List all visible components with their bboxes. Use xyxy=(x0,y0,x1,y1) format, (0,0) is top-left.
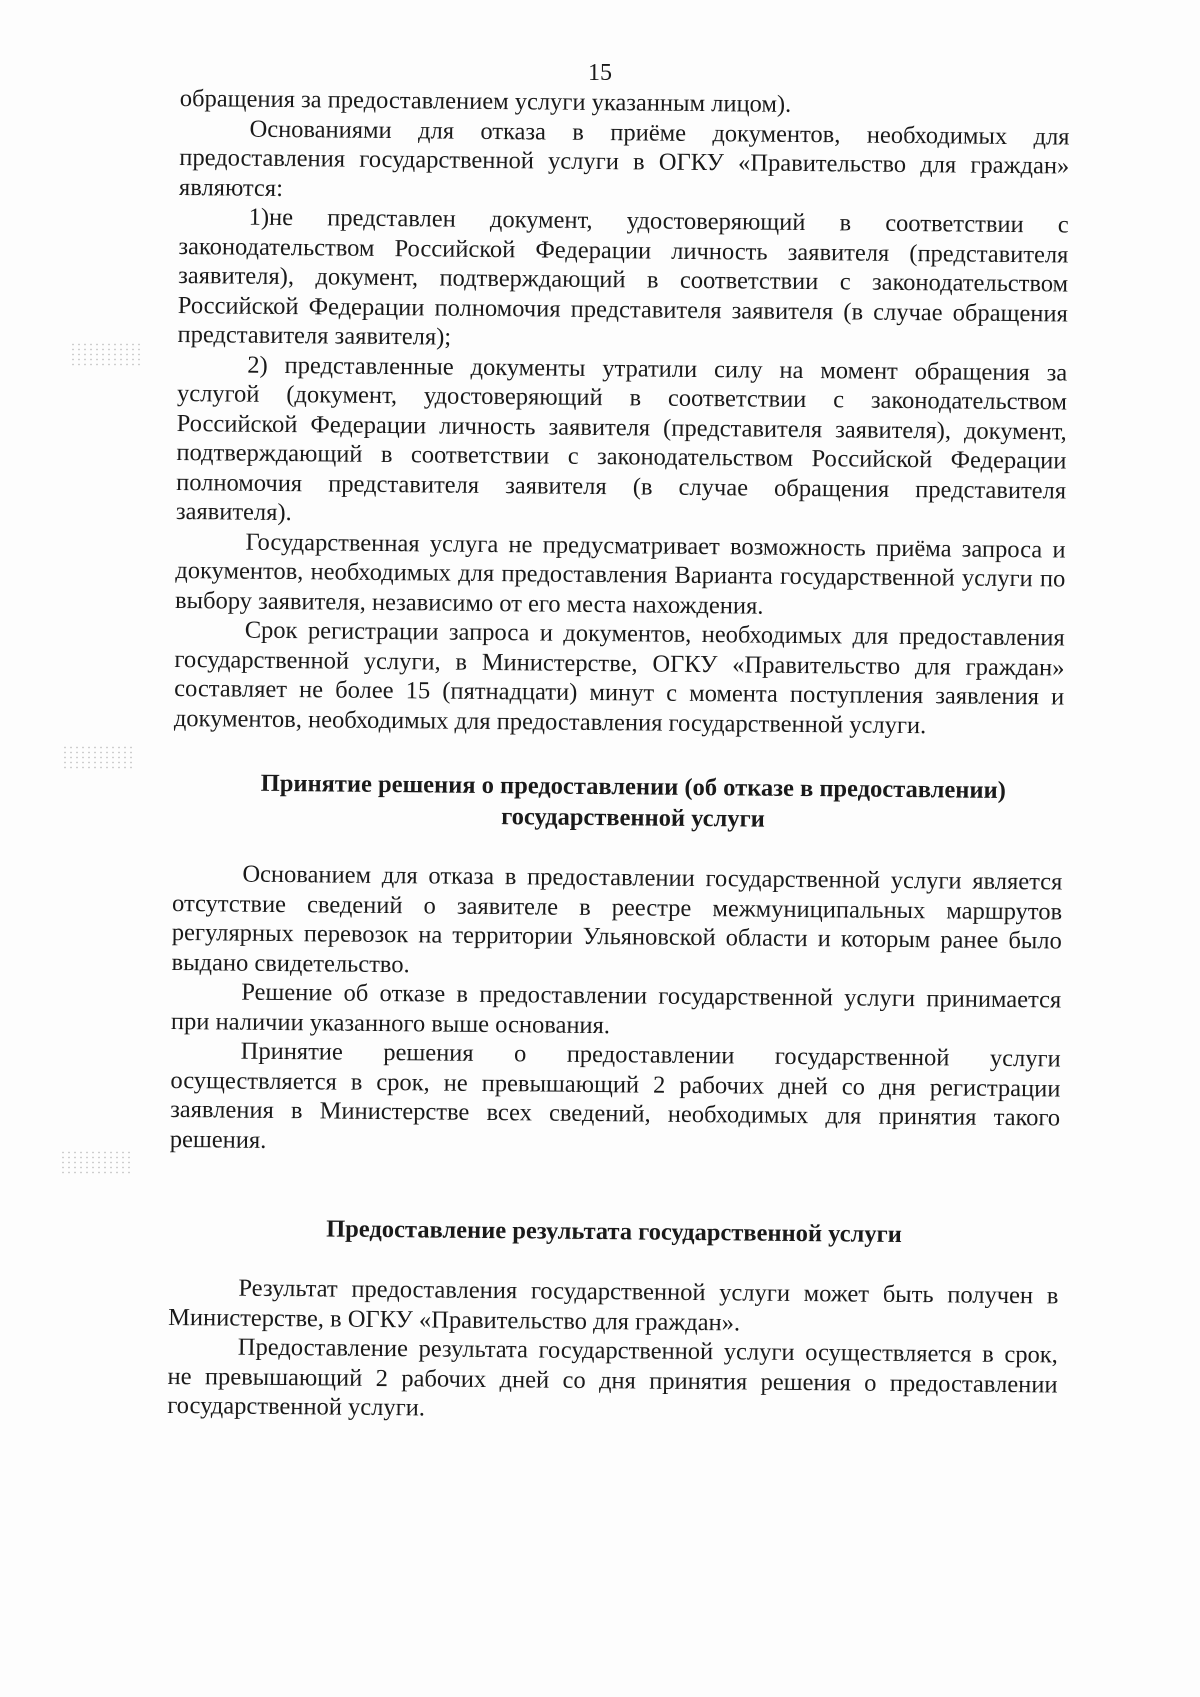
scan-artifact xyxy=(70,342,140,368)
paragraph: Срок регистрации запроса и документов, необходимых для предоставления государственной услуги, в Министерстве, ОГКУ «Правительство для граждан» составляет не более 15 (пятнадцати) минут с момента поступления заявления и документов, необходимых для предоставления государственной услуги. xyxy=(173,616,1065,739)
document-body xyxy=(167,84,1070,1429)
paragraph: Основанием для отказа в предоставлении государственной услуги является отсутствие сведений о заявителе в реестре межмуниципальных маршрутов регулярных перевозок на территории Ульяновской области и которым ранее было выдано свидетельство. xyxy=(171,860,1063,978)
paragraph: Решение об отказе в предоставлении государственной услуги принимается при наличии указанного выше основания. xyxy=(170,978,1062,1039)
paragraph: Основаниями для отказа в приёме документов, необходимых для предоставления государственной услуги в ОГКУ «Правительство для граждан» являются: xyxy=(178,115,1070,202)
paragraph: Предоставление результата государственной услуги осуществляется в срок, не превышающий 2 рабочих дней со дня принятия решения о предоставлении государственной услуги. xyxy=(167,1333,1058,1422)
heading-line: государственной услуги xyxy=(501,803,765,833)
heading-line: Принятие решения о предоставлении (об отказе в предоставлении) xyxy=(260,769,1006,804)
paragraph: Государственная услуга не предусматривает возможность приёма запроса и документов, необходимых для предоставления Варианта государственной услуги по выбору заявителя, независимо от его места нахождения. xyxy=(174,528,1066,620)
scan-artifact xyxy=(60,1150,130,1176)
paragraph: обращения за предоставлением услуги указанным лицом). xyxy=(179,84,792,118)
paragraph: Принятие решения о предоставлении государственной услуги осуществляется в срок, не превышающий 2 рабочих дней со дня регистрации заявления в Министерстве всех сведений, необходимых для принятия такого решения. xyxy=(169,1037,1061,1154)
heading-line: Предоставление результата государственной услуги xyxy=(326,1215,902,1248)
section-heading-decision xyxy=(203,767,1064,837)
paragraph: 2) представленные документы утратили силу на момент обращения за услугой (документ, удостоверяющий в соответствии с законодательством Российской Федерации личность заявителя (представителя заявителя), документ, подтверждающий в соответствии с законодательством Российской Федерации полномочия представителя заявителя (в случае обращения представителя заявителя). xyxy=(175,351,1068,527)
section-heading-result xyxy=(169,1212,1059,1252)
page-number: 15 xyxy=(588,60,612,86)
paragraph: 1)не представлен документ, удостоверяющий в соответствии с законодательством Российской Федерации личность заявителя (представителя заявителя), документ, подтверждающий в соответствии с законодательством Российской Федерации полномочия представителя заявителя (в случае обращения представителя заявителя); xyxy=(177,203,1069,351)
scan-artifact xyxy=(62,745,132,771)
paragraph: Результат предоставления государственной услуги может быть получен в Министерстве, в ОГКУ «Правительство для граждан». xyxy=(168,1274,1059,1336)
